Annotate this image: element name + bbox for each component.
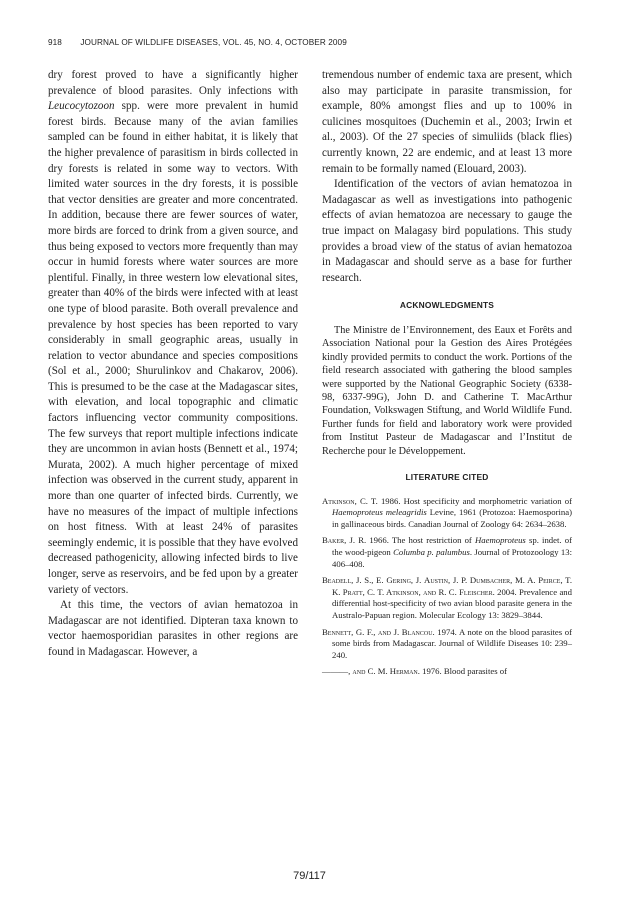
species-name: Haemoproteus meleagridis <box>332 507 427 518</box>
acknowledgments-text: The Ministre de l’Environnement, des Eaux et Forêts and Association National pour la Gestion des Aires Protégées kindly provided permits to conduct the work. Portions of the field research associated with gathering the blood samples were supported by the National Geographic Society (6338-98, 6337-99G), John D. and Catherine T. MacArthur Foundation, Volkswagen Stiftung, and World Wildlife Fund. Further funds for field and laboratory work were provided from Institut Pasteur de Madagascar and l’Institut de Recherche pour le Développement. <box>322 324 572 457</box>
ref-author: Herman <box>389 666 418 677</box>
running-header <box>48 38 347 47</box>
ref-author: and <box>378 626 391 637</box>
text-run: , J. <box>410 575 425 586</box>
right-column <box>322 68 572 683</box>
journal-title: JOURNAL OF WILDLIFE DISEASES, VOL. 45, NO. 4, OCTOBER 2009 <box>80 38 347 47</box>
text-run: dry forest proved to have a significantly higher prevalence of blood parasites. Only infections with <box>48 69 298 97</box>
text-run: . 2004. Prevalence and differential host-specificity of two avian blood parasite genera in the Australo-Papuan region. Molecular Ecology 13: 3829–3844. <box>332 586 572 620</box>
text-run: sp. indet. of the wood-pigeon <box>332 535 572 557</box>
reference-list <box>322 496 572 678</box>
text-run: Levine, 1961 (Protozoa: Haemosporina) in gallinaceous birds. Canadian Journal of Zoology 64: 2634–2638. <box>332 507 572 529</box>
reference-item <box>322 496 572 531</box>
reference-item <box>322 666 572 678</box>
acknowledgments-heading: ACKNOWLEDGMENTS <box>399 300 495 311</box>
text-run: , J. R. 1966. The host restriction of <box>344 535 475 546</box>
page-number: 918 <box>48 38 62 47</box>
text-run: . 1974. A note on the blood parasites of some birds from Madagascar. Journal of Wildlife Diseases 10: 239–240. <box>332 626 572 660</box>
ref-author: Gering <box>386 575 411 586</box>
page-counter: 79/117 <box>293 870 326 882</box>
text-run: J. <box>391 626 402 637</box>
text-run: C. M. <box>365 666 390 677</box>
left-column <box>48 68 298 661</box>
reference-item <box>322 575 572 621</box>
ref-author: and <box>352 666 366 677</box>
species-name: Columba p. palumbus <box>393 546 470 557</box>
genus-name: Leucocytozoon <box>48 100 115 113</box>
paragraph: Identification of the vectors of avian hematozoa in Madagascar as well as investigations into pathogenic effects of avian hematozoa are necessary to gauge the true impact on Malagasy bird populations. This study provides a broad view of the status of avian hematozoa in Madagascar and should serve as a base for further research. <box>322 178 572 284</box>
ref-author: Beadell <box>322 575 352 586</box>
ref-author: Austin <box>424 575 448 586</box>
paragraph: tremendous number of endemic taxa are present, which also may participate in parasite transmission, for example, 80% amongst flies and up to 100% in culicines mosquitoes (Duchemin et al., 2003; Irwin et al., 2003). Of the 27 species of simuliids (black flies) currently known, 22 are endemic, and at least 13 more remain to be formally named (Elouard, 2003). <box>322 69 572 175</box>
text-run: , J. S., E. <box>351 575 387 586</box>
text-run: spp. were more prevalent in humid forest birds. Because many of the avian families sampled can be found in either habitat, it is likely that the higher prevalence of parasitism in birds collected in dry forests is related in some way to vectors. With limited water sources in the dry forests, it is possible that vector densities are greater and more concentrated. In addition, because there are fewer sources of water, more birds are forced to drink from a given source, and thus being exposed to vectors more frequently than may occur in humid forests where water sources are more plentiful. Finally, in three western low elevational sites, greater than 40% of the birds were infected with at least one type of blood parasite. Both overall prevalence and prevalence by host species has been reported to vary considerably in small geographic areas, usually in relation to vector abundance and species compositions (Sol et al., 2000; Shurulinkov and Chakarov, 2006). This is presumed to be the case at the Madagascar sites, with elevation, and local topographic and climatic factors influencing vector community compositions. The few surveys that report multiple infections indicate they are uncommon in avian hosts (Bennett et al., 1974; Murata, 2002). A much higher percentage of mixed infection was observed in the current study, apparent in more than one quarter of infected birds. Currently, we have no measures of the impact of multiple infections on host fitness. With at least 24% of parasites seemingly endemic, it is possible that they have evolved decreased pathogenicity, allowing infected birds to live longer, serve as reservoirs, and be fed upon by a greater variety of vectors. <box>48 100 298 596</box>
text-run: . 1976. Blood parasites of <box>417 666 508 677</box>
literature-heading: LITERATURE CITED <box>405 471 489 482</box>
text-run: . Journal of Protozoology 13: 406–408. <box>332 546 572 569</box>
ref-author: Blancou <box>401 626 433 637</box>
species-name: Haemoproteus <box>474 535 526 546</box>
text-run: , <box>348 666 353 677</box>
text-run: , G. F., <box>351 626 378 637</box>
paragraph <box>48 68 298 598</box>
ditto-dash: ——— <box>322 666 349 677</box>
reference-item <box>322 535 572 570</box>
ref-author: Bennett <box>322 626 352 637</box>
text-run: , C. T. 1986. Host specificity and morphometric variation of <box>354 495 572 506</box>
ref-author: Baker <box>322 535 345 546</box>
reference-item <box>322 627 572 662</box>
ref-author: Atkinson <box>322 495 355 506</box>
ref-author: Dumbacher, M. A. Peirce, T. K. Pratt, C. T. Atkinson, and R. C. Fleischer <box>332 575 572 597</box>
paragraph: At this time, the vectors of avian hematozoa in Madagascar are not identified. Dipteran taxa known to vector haemosporidian parasites in other regions are found in Madagascar. However, a <box>48 599 298 658</box>
text-run: , J. P. <box>448 575 470 586</box>
